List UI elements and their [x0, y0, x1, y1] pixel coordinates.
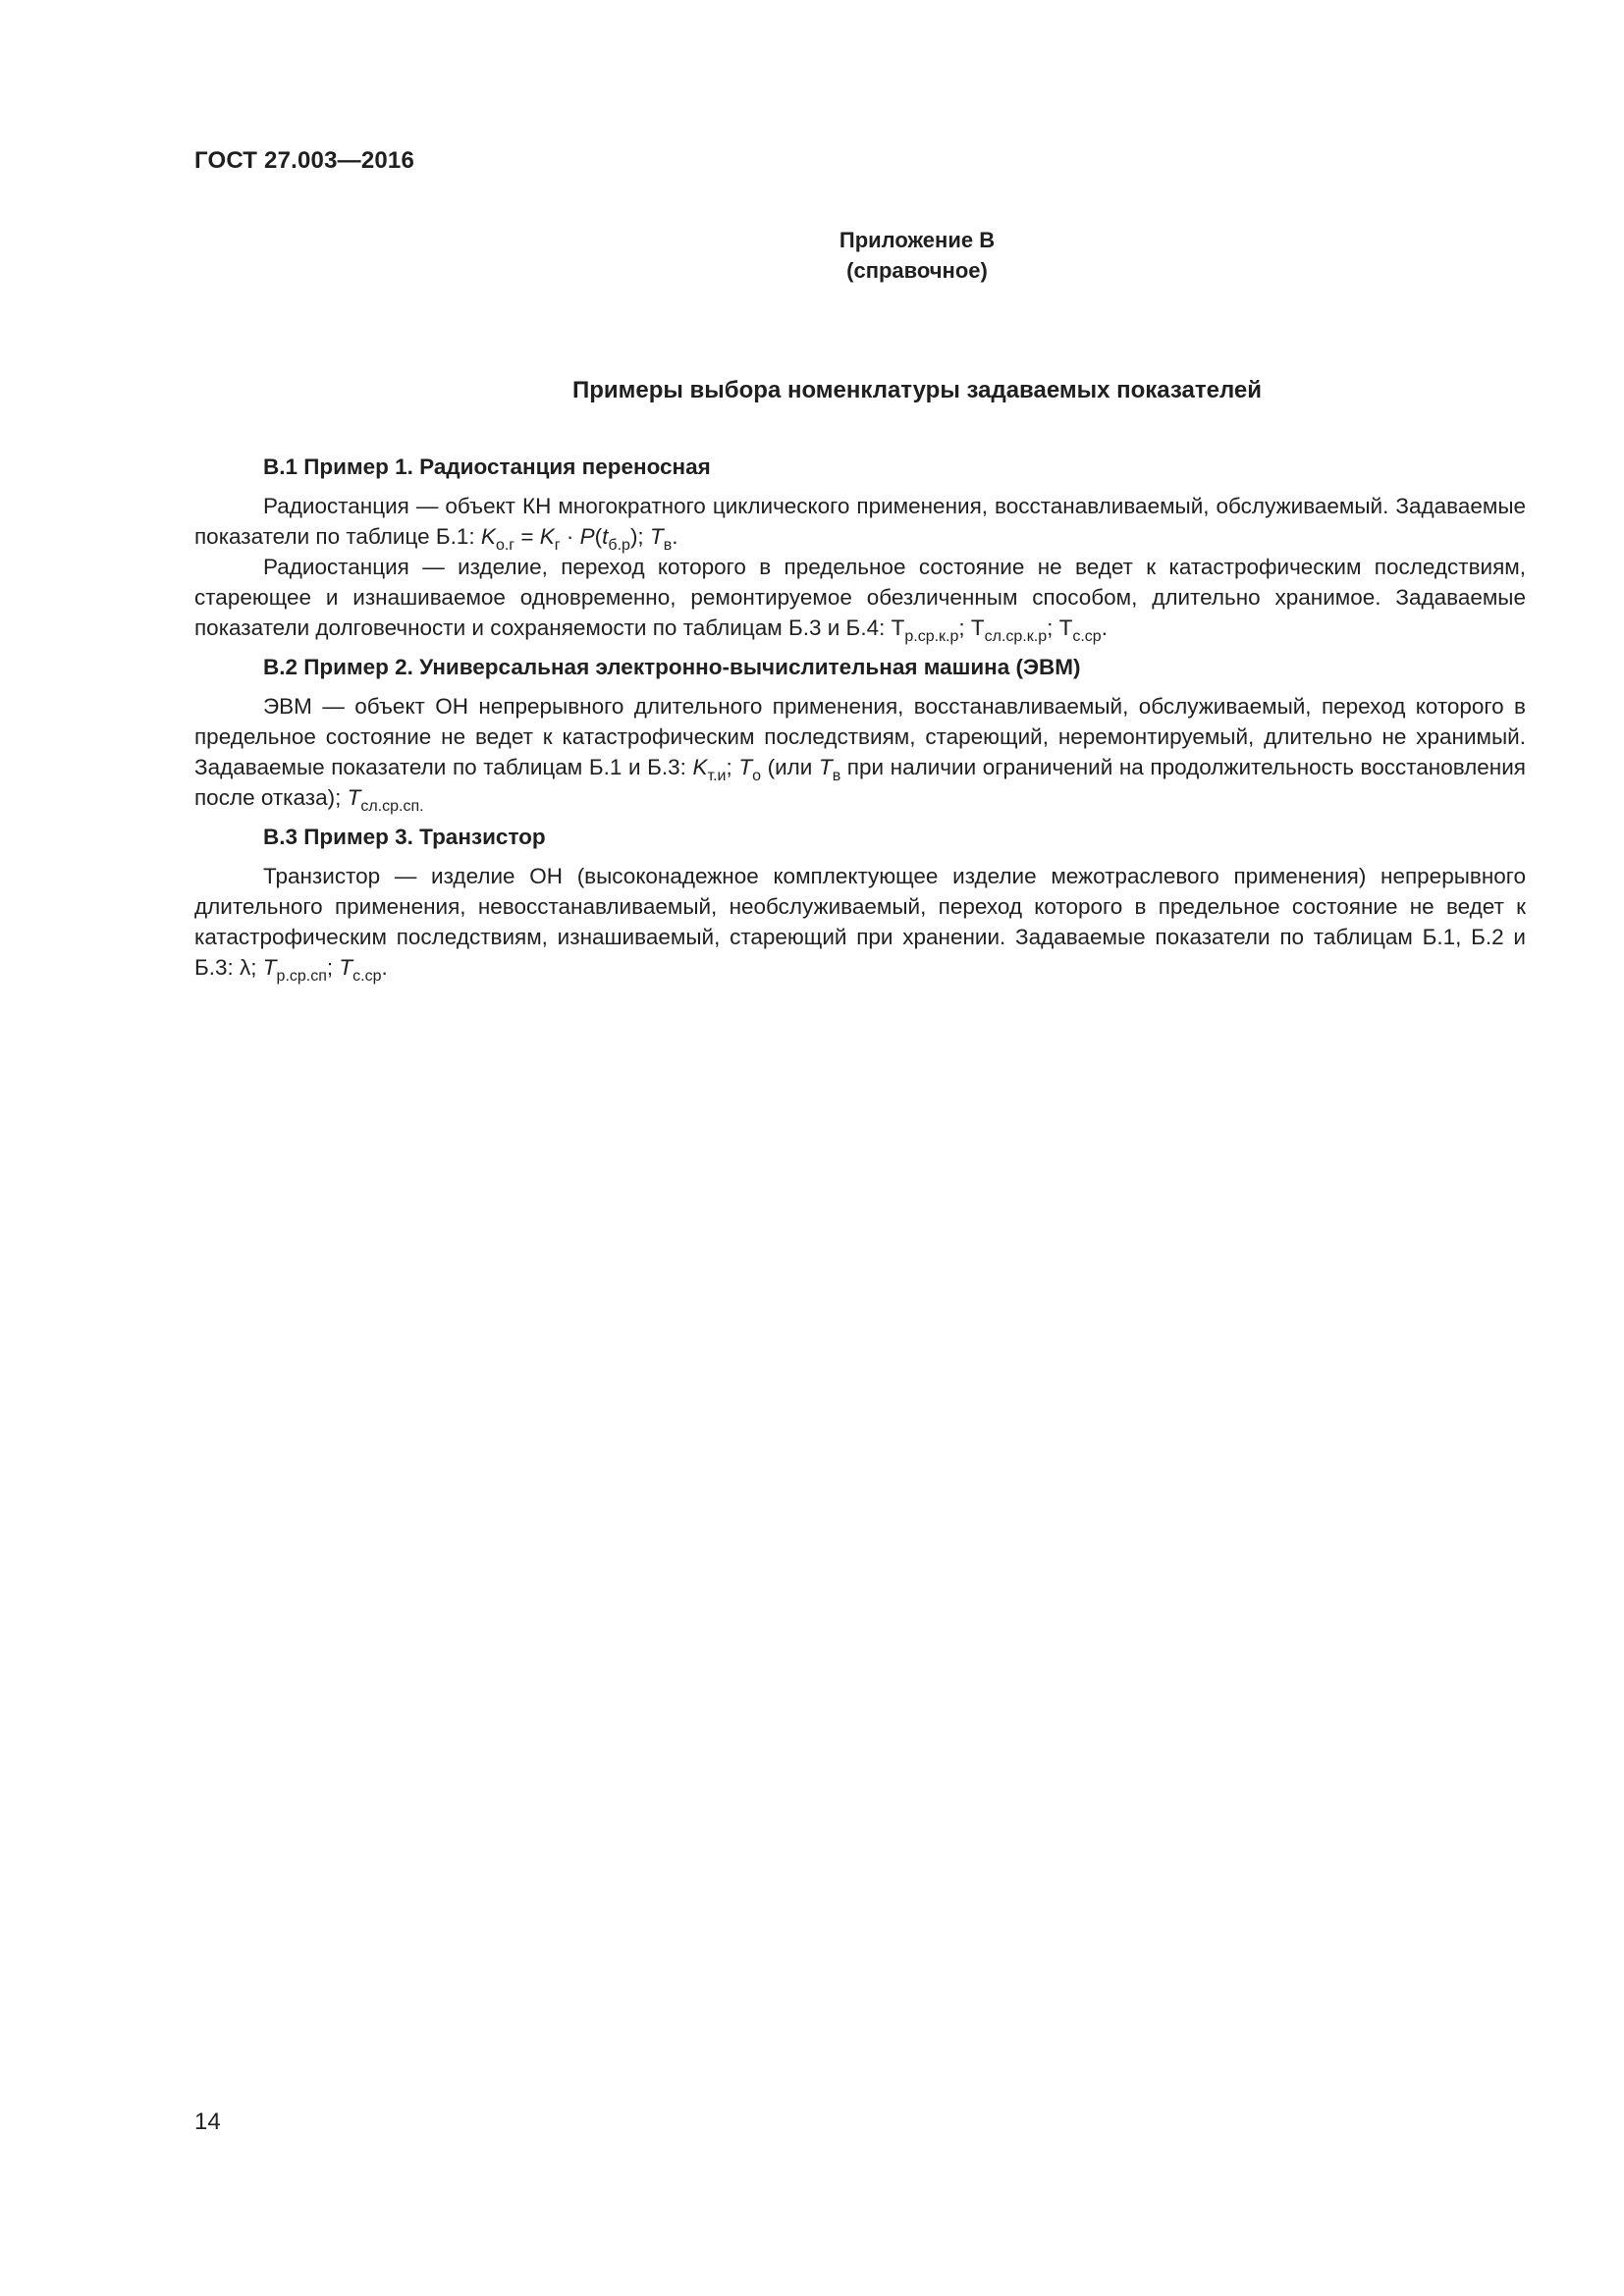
section-heading: В.3 Пример 3. Транзистор: [263, 825, 546, 849]
page-number: 14: [194, 2109, 221, 2135]
appendix-line-1: Приложение В: [839, 228, 996, 252]
appendix-line-2: (справочное): [846, 258, 988, 283]
appendix-label: [0, 225, 1624, 286]
paragraph: Транзистор — изделие ОН (высоконадежное комплектующее изделие межотраслевого применения) непрерывного длительного применения, невосстанавливаемый, необслуживаемый, переход которого в предельное состояние не ведет к катастрофическим последствиям, изнашиваемый, стареющий при хранении. Задаваемые показатели по таблицам Б.1, Б.2 и Б.3: λ; $T_{р.ср.сп}$; $T_{с.ср}$.: [194, 864, 1526, 985]
paragraph: Радиостанция — объект КН многократного циклического применения, восстанавливаемый, обслуживаемый. Задаваемые показатели по таблице Б.1: $K_{о.г} = K_г \cdot P(t_{б.р})$; $T_в$.: [194, 494, 1526, 554]
paragraph: ЭВМ — объект ОН непрерывного длительного применения, восстанавливаемый, обслуживаемый, переход которого в предельное состояние не ведет к катастрофическим последствиям, стареющий, неремонтируемый, длительно не хранимый. Задаваемые показатели по таблицам Б.1 и Б.3: $K_{т.и}$; $T_о$ (или $T_в$ при наличии ограничений на продолжительность восстановления после отказа); $T_{сл.ср.сп.}$: [194, 694, 1526, 815]
paragraph: Радиостанция — изделие, переход которого в предельное состояние не ведет к катастрофическим последствиям, стареющее и изнашиваемое одновременно, ремонтируемое обезличенным способом, длительно хранимое. Задаваемые показатели долговечности и сохраняемости по таблицам Б.3 и Б.4: $T_{р.ср.к.р}$; $T_{сл.ср.к.р}$; $T_{с.ср}$.: [194, 555, 1526, 645]
section-heading: В.2 Пример 2. Универсальная электронно-вычислительная машина (ЭВМ): [263, 655, 1081, 679]
section-heading: В.1 Пример 1. Радиостанция переносная: [263, 454, 711, 479]
document-body: [194, 452, 1526, 983]
page-title: Примеры выбора номенклатуры задаваемых показателей: [571, 377, 1263, 403]
document-code: ГОСТ 27.003—2016: [194, 147, 415, 174]
